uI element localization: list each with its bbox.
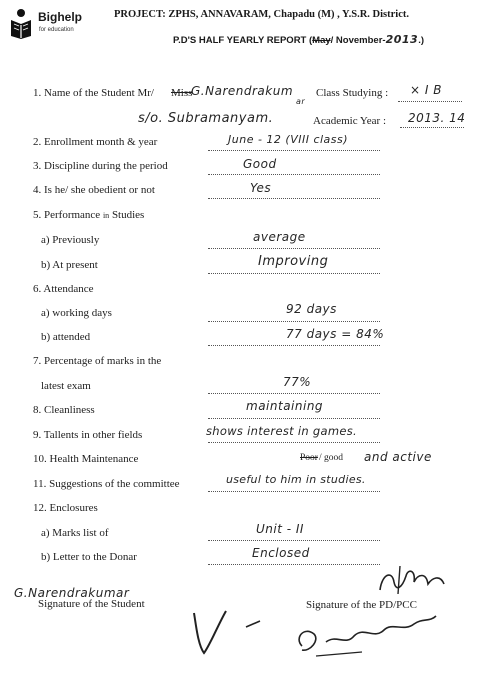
q5-label-in: in: [102, 211, 110, 220]
book-person-icon: [8, 8, 34, 40]
q1-parent-value: s/o. Subramanyam.: [138, 111, 274, 126]
q12b-value: Enclosed: [252, 546, 310, 560]
q10-label: 10. Health Maintenance: [33, 453, 139, 465]
pd-signature-label: Signature of the PD/PCC: [306, 599, 417, 611]
pd-signature-scribble: [372, 564, 481, 598]
q1-name-suffix: ar: [296, 97, 306, 106]
q2-line: [208, 150, 380, 151]
q1-year-label: Academic Year :: [313, 115, 387, 127]
q1-miss: Miss: [171, 87, 193, 99]
q3-label: 3. Discipline during the period: [33, 160, 168, 172]
q6b-label: b) attended: [41, 331, 91, 343]
q8-line: [208, 418, 380, 419]
q1-class-line: [398, 101, 462, 102]
logo-name: Bighelp: [38, 10, 82, 24]
q12a-value: Unit - II: [256, 522, 304, 536]
q1-label: 1. Name of the Student Mr/: [33, 87, 154, 99]
q3-line: [208, 174, 380, 175]
q12b-line: [208, 564, 380, 565]
q10-value: and active: [364, 450, 432, 464]
report-title-may: May: [312, 35, 331, 46]
q4-value: Yes: [250, 181, 272, 195]
committee-signature-scribble: [292, 612, 442, 662]
q9-line: [208, 442, 380, 443]
q5b-line: [208, 273, 380, 274]
q12a-label: a) Marks list of: [41, 527, 109, 539]
logo: [8, 6, 108, 46]
q4-label: 4. Is he/ she obedient or not: [33, 184, 155, 196]
q4-line: [208, 198, 380, 199]
q6a-line: [208, 321, 380, 322]
q12-label: 12. Enclosures: [33, 502, 98, 514]
q8-label: 8. Cleanliness: [33, 404, 95, 416]
report-title-rest: / November-: [330, 35, 386, 46]
q7-value: 77%: [283, 375, 312, 389]
report-year: 2013: [385, 33, 419, 46]
q5a-line: [208, 248, 380, 249]
q12a-line: [208, 540, 380, 541]
q9-label: 9. Tallents in other fields: [33, 429, 143, 441]
project-title: PROJECT: ZPHS, ANNAVARAM, Chapadu (M) , Y.S.R. District.: [114, 9, 409, 20]
q6b-line: [208, 345, 380, 346]
q2-label: 2. Enrollment month & year: [33, 136, 158, 148]
q11-label: 11. Suggestions of the committee: [33, 478, 180, 490]
q11-value: useful to him in studies.: [226, 473, 366, 486]
q10-good: / good: [319, 453, 344, 463]
q6-label: 6. Attendance: [33, 283, 94, 295]
q1-year-value: 2013. 14: [408, 111, 466, 125]
q5b-value: Improving: [258, 254, 329, 269]
q11-line: [208, 491, 380, 492]
q2-value: June - 12 (VIII class): [228, 133, 349, 146]
logo-subtitle: for education: [39, 27, 74, 33]
q1-class-value: × I B: [410, 83, 442, 97]
q8-value: maintaining: [246, 399, 324, 413]
report-title-close: .): [418, 35, 424, 46]
q1-year-line: [400, 127, 464, 128]
q5a-value: average: [253, 230, 306, 244]
q5-label-studies: Studies: [111, 209, 145, 221]
student-signature-label: Signature of the Student: [38, 598, 145, 610]
q6a-value: 92 days: [286, 302, 337, 316]
q6a-label: a) working days: [41, 307, 112, 319]
q5-label-text: 5. Performance: [33, 209, 101, 221]
student-signature-name: G.Narendrakumar: [14, 586, 130, 600]
report-title-prefix: P.D'S HALF YEARLY REPORT (: [173, 35, 313, 46]
q5-label: [33, 209, 144, 221]
q6b-value: 77 days = 84%: [286, 327, 385, 341]
q10-poor: Poor: [300, 453, 318, 463]
q7-label-cont: latest exam: [41, 380, 91, 392]
q7-line: [208, 393, 380, 394]
q12b-label: b) Letter to the Donar: [41, 551, 137, 563]
report-title: [173, 33, 424, 46]
q1-class-label: Class Studying :: [316, 87, 389, 99]
q9-value: shows interest in games.: [206, 424, 358, 438]
q7-label: 7. Percentage of marks in the: [33, 355, 162, 367]
q3-value: Good: [243, 157, 277, 171]
student-signature-scribble: [188, 605, 268, 665]
q1-name-value: G.Narendrakum: [191, 84, 294, 98]
q5b-label: b) At present: [41, 259, 98, 271]
q5a-label: a) Previously: [41, 234, 100, 246]
